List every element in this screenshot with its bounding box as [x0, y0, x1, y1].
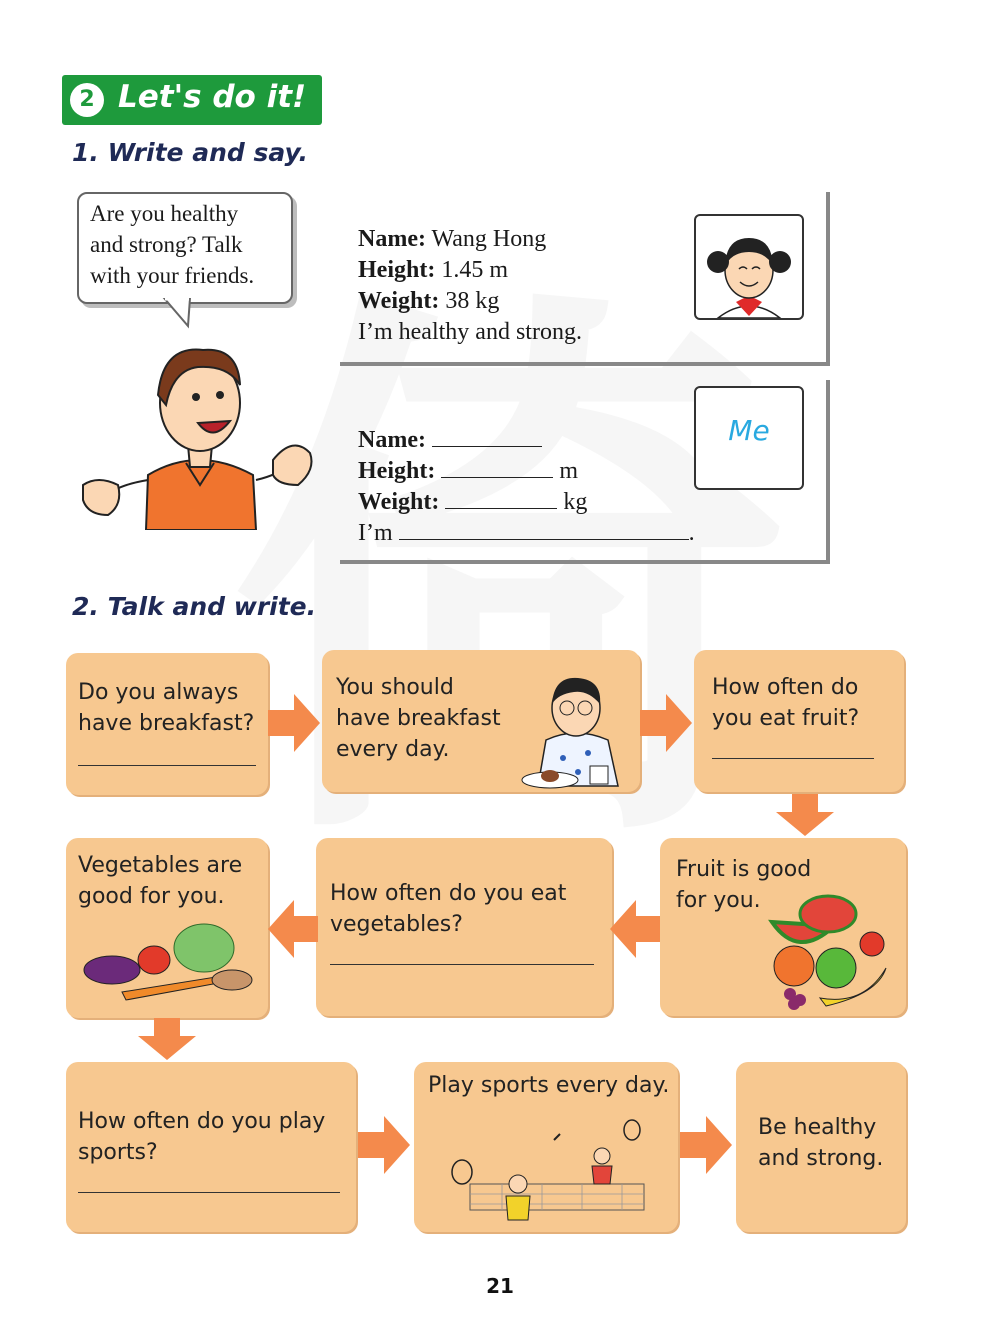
- badge-title: Let's do it!: [118, 79, 307, 115]
- answer-line[interactable]: [330, 964, 594, 965]
- vegetables-icon: [82, 920, 262, 1010]
- answer-line[interactable]: [78, 1192, 340, 1193]
- flow-box-vegetables-question: [316, 838, 612, 1016]
- card2-statement-row: [358, 519, 695, 547]
- box-line: have breakfast: [336, 706, 501, 731]
- box-text: [78, 1106, 325, 1168]
- answer-line[interactable]: [712, 758, 874, 759]
- flow-box-sports-question: [66, 1062, 356, 1232]
- box-line: Be healthy: [758, 1115, 877, 1140]
- card1-height-row: [358, 257, 508, 284]
- box-line: How often do you eat: [330, 881, 567, 906]
- height-label: Height:: [358, 458, 436, 484]
- arrow-right-icon: [640, 694, 694, 752]
- card2-name-row: [358, 426, 542, 454]
- box-line: you eat fruit?: [712, 706, 860, 731]
- flow-box-fruit-advice: [660, 838, 906, 1016]
- arrow-right-icon: [680, 1116, 734, 1174]
- bubble-line: Are you healthy: [90, 201, 239, 226]
- flow-box-breakfast-advice: [322, 650, 640, 792]
- name-label: Name:: [358, 226, 426, 252]
- page-number: 21: [486, 1274, 514, 1298]
- photo-wang-hong: [694, 214, 804, 320]
- bubble-tail-icon: [160, 298, 200, 330]
- bubble-line: and strong? Talk: [90, 232, 243, 257]
- section2-title: 2. Talk and write.: [72, 592, 317, 621]
- box-text: [330, 878, 566, 940]
- box-text: [78, 850, 242, 912]
- flow-box-healthy-goal: [736, 1062, 906, 1232]
- badge-number: 2: [70, 83, 104, 117]
- arrow-right-icon: [358, 1116, 412, 1174]
- box-line: Play sports every day.: [428, 1073, 670, 1098]
- arrow-left-icon: [610, 900, 660, 958]
- box-line: every day.: [336, 737, 450, 762]
- name-label: Name:: [358, 427, 426, 453]
- speech-bubble: [77, 192, 293, 304]
- bubble-line: with your friends.: [90, 263, 255, 288]
- weight-unit: kg: [563, 489, 588, 515]
- card1-border-right: [826, 192, 830, 364]
- flow-box-sports-advice: [414, 1062, 678, 1232]
- card1-statement: I’m healthy and strong.: [358, 319, 582, 345]
- section-badge: [62, 75, 322, 125]
- height-value: 1.45 m: [441, 257, 508, 283]
- weight-label: Weight:: [358, 489, 440, 515]
- arrow-left-icon: [268, 900, 318, 958]
- box-line: You should: [336, 675, 454, 700]
- box-text: [336, 672, 501, 765]
- fruits-icon: [768, 890, 896, 1012]
- name-blank[interactable]: [432, 426, 542, 447]
- statement-blank[interactable]: [399, 519, 689, 540]
- box-line: How often do: [712, 675, 859, 700]
- box-line: have breakfast?: [78, 711, 255, 736]
- card1-weight-row: [358, 288, 499, 315]
- box-line: for you.: [676, 888, 761, 913]
- box-line: good for you.: [78, 884, 225, 909]
- weight-value: 38 kg: [445, 288, 500, 314]
- box-line: sports?: [78, 1140, 158, 1165]
- card2-border-bottom: [340, 560, 830, 564]
- boy-talking-icon: [78, 335, 318, 530]
- box-text: [78, 677, 254, 739]
- photo-me-label: Me: [728, 414, 770, 447]
- card1-name-row: [358, 226, 546, 253]
- answer-line[interactable]: [78, 765, 256, 766]
- photo-me: [694, 386, 804, 490]
- flow-box-breakfast-question: [66, 653, 268, 795]
- statement-prefix: I’m: [358, 520, 393, 546]
- card1-border-bottom: [340, 362, 830, 366]
- girl-portrait-icon: [696, 216, 802, 318]
- section1-title: 1. Write and say.: [72, 138, 308, 167]
- arrow-down-icon: [138, 1018, 196, 1060]
- box-line: How often do you play: [78, 1109, 326, 1134]
- box-line: Do you always: [78, 680, 239, 705]
- box-line: Fruit is good: [676, 857, 812, 882]
- box-line: and strong.: [758, 1146, 884, 1171]
- statement-end: .: [688, 520, 695, 546]
- speech-bubble-text: [90, 198, 290, 291]
- weight-label: Weight:: [358, 288, 440, 314]
- box-text: [758, 1112, 883, 1174]
- card2-weight-row: [358, 488, 587, 516]
- flow-box-vegetables-advice: [66, 838, 268, 1018]
- arrow-right-icon: [268, 694, 322, 752]
- box-text: [712, 672, 859, 734]
- card2-border-right: [826, 380, 830, 562]
- boy-eating-breakfast-icon: [518, 668, 636, 790]
- card2-height-row: [358, 457, 578, 485]
- height-unit: m: [559, 458, 578, 484]
- box-line: Vegetables are: [78, 853, 243, 878]
- badminton-players-icon: [442, 1108, 652, 1232]
- name-value: Wang Hong: [431, 226, 547, 252]
- height-blank[interactable]: [441, 457, 553, 478]
- box-line: vegetables?: [330, 912, 463, 937]
- flow-box-fruit-question: [694, 650, 904, 792]
- weight-blank[interactable]: [445, 488, 557, 509]
- height-label: Height:: [358, 257, 436, 283]
- box-text: [428, 1070, 669, 1101]
- arrow-down-icon: [776, 794, 834, 836]
